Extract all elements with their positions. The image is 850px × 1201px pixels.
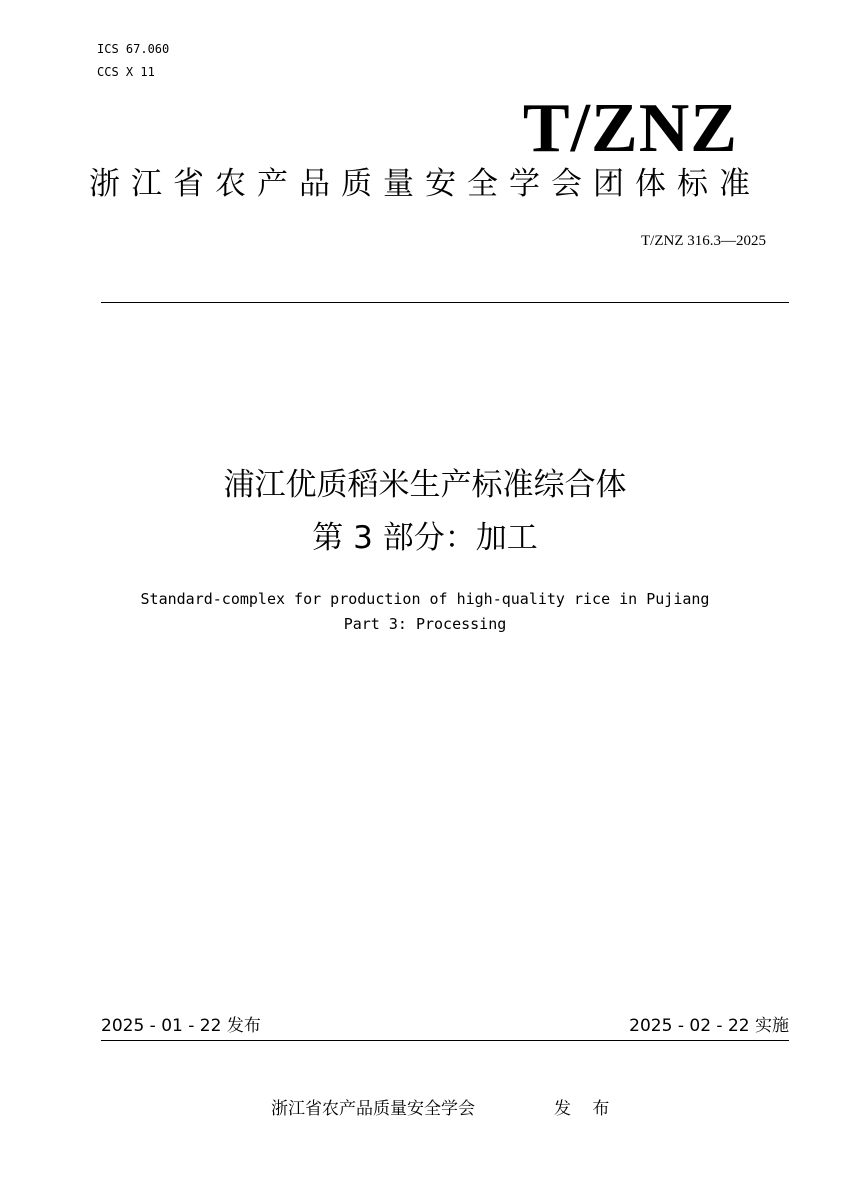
- document-subtitle-zh: 第 3 部分：加工: [312, 520, 538, 556]
- bottom-divider: [101, 1040, 789, 1041]
- issuer-name: 浙江省农产品质量安全学会: [271, 1099, 475, 1119]
- publish-date: 2025 - 01 - 22 发布: [101, 1016, 261, 1036]
- document-title-en: Standard-complex for production of high-quality rice in Pujiang: [140, 590, 710, 608]
- standard-number: T/ZNZ 316.3—2025: [641, 233, 766, 249]
- document-title-zh: 浦江优质稻米生产标准综合体: [223, 467, 627, 503]
- organization-name: 浙江省农产品质量安全学会团体标准: [89, 166, 761, 202]
- implement-date: 2025 - 02 - 22 实施: [629, 1016, 789, 1036]
- standard-logo: T/ZNZ: [522, 90, 738, 167]
- issue-label: 发 布: [554, 1099, 618, 1119]
- document-subtitle-en: Part 3: Processing: [343, 615, 507, 633]
- ics-code: ICS 67.060: [97, 42, 170, 56]
- ccs-code: CCS X 11: [97, 65, 155, 79]
- top-divider: [101, 302, 789, 303]
